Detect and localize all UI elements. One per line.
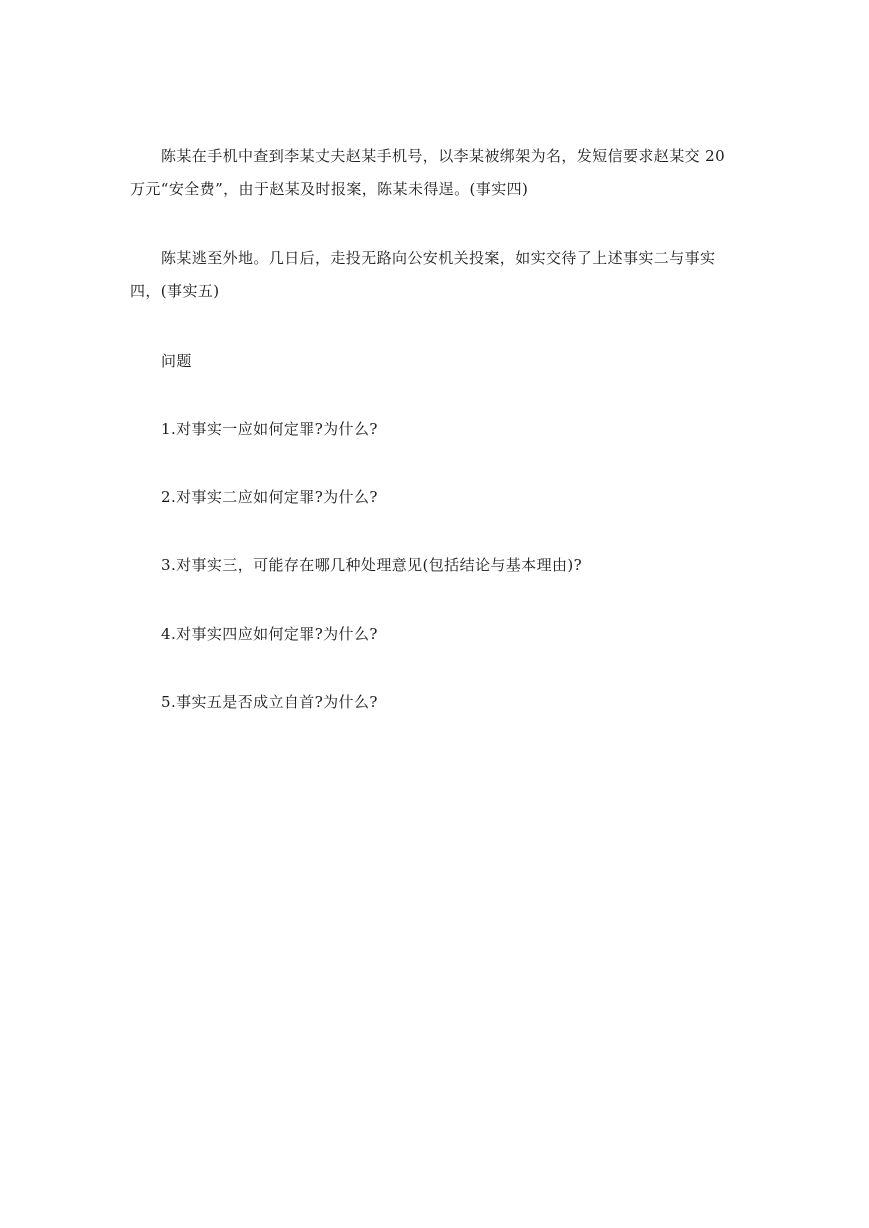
- question-item: 4.对事实四应如何定罪?为什么?: [161, 625, 378, 643]
- question-item: 2.对事实二应如何定罪?为什么?: [161, 488, 378, 506]
- question-item: 1.对事实一应如何定罪?为什么?: [161, 420, 378, 438]
- questions-heading: 问题: [161, 352, 192, 370]
- paragraph-fact-five: 陈某逃至外地。几日后，走投无路向公安机关投案，如实交待了上述事实二与事实四，(事实五): [130, 249, 716, 300]
- question-item: 5.事实五是否成立自首?为什么?: [161, 693, 378, 711]
- question-item: 3.对事实三，可能存在哪几种处理意见(包括结论与基本理由)?: [161, 556, 583, 574]
- paragraph-fact-four: 陈某在手机中查到李某丈夫赵某手机号，以李某被绑架为名，发短信要求赵某交 20 万元“安全费”，由于赵某及时报案，陈某未得逞。(事实四): [130, 147, 726, 198]
